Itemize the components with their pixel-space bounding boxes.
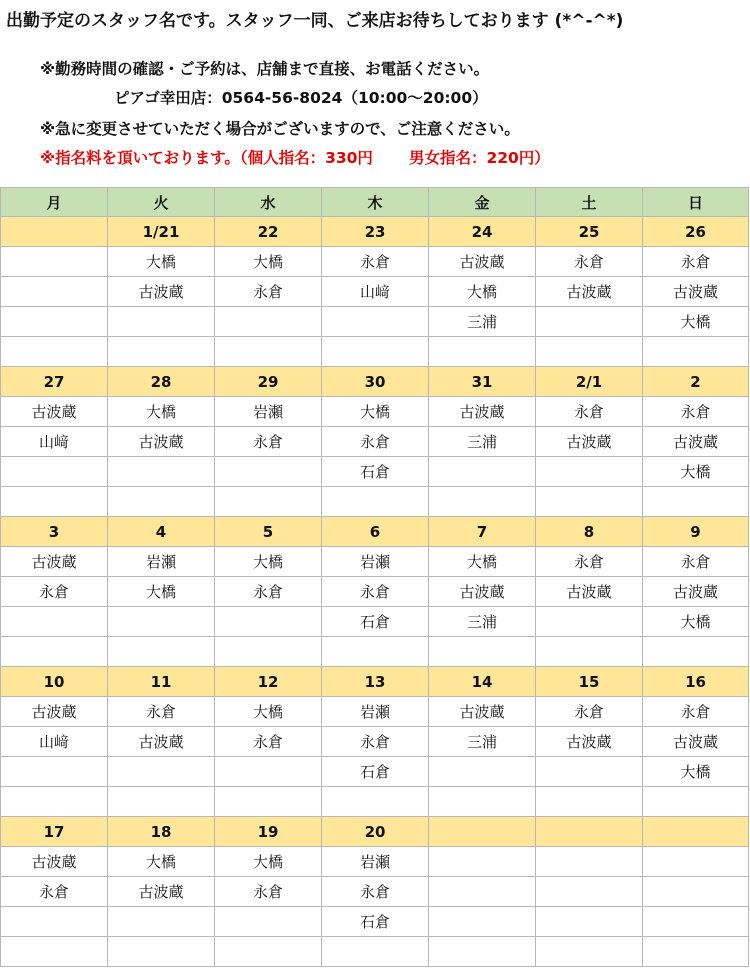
staff-cell: [536, 457, 643, 487]
staff-cell: [643, 847, 749, 877]
staff-cell: [215, 787, 322, 817]
staff-cell: [1, 787, 108, 817]
date-cell: 19: [215, 817, 322, 847]
staff-cell: [215, 907, 322, 937]
staff-cell: [215, 637, 322, 667]
staff-row: [1, 457, 749, 487]
date-cell: 23: [322, 217, 429, 247]
staff-cell: 大橋: [643, 307, 749, 337]
staff-cell: [108, 757, 215, 787]
staff-cell: 古波蔵: [108, 877, 215, 907]
staff-cell: [1, 937, 108, 967]
staff-cell: [536, 637, 643, 667]
page-title: 出勤予定のスタッフ名です。スタッフ一同、ご来店お待ちしております (*^-^*): [6, 11, 624, 31]
staff-cell: [1, 457, 108, 487]
weekday-cell: 金: [429, 188, 536, 217]
date-cell: 25: [536, 217, 643, 247]
staff-cell: 大橋: [643, 457, 749, 487]
staff-row: [1, 577, 749, 607]
staff-cell: [536, 307, 643, 337]
staff-cell: [215, 487, 322, 517]
date-cell: 14: [429, 667, 536, 697]
nomination-fee-note: [40, 146, 550, 168]
weekday-cell: 月: [1, 188, 108, 217]
staff-cell: 大橋: [429, 547, 536, 577]
date-cell: 28: [108, 367, 215, 397]
staff-cell: [429, 757, 536, 787]
staff-cell: 三浦: [429, 307, 536, 337]
date-cell: [429, 817, 536, 847]
staff-cell: 永倉: [536, 697, 643, 727]
staff-cell: 岩瀬: [322, 847, 429, 877]
staff-cell: [108, 787, 215, 817]
date-cell: 13: [322, 667, 429, 697]
date-cell: 17: [1, 817, 108, 847]
staff-row: [1, 637, 749, 667]
staff-cell: 永倉: [108, 697, 215, 727]
staff-cell: 大橋: [108, 247, 215, 277]
staff-cell: 岩瀬: [322, 697, 429, 727]
staff-cell: 岩瀬: [322, 547, 429, 577]
staff-row: [1, 907, 749, 937]
staff-cell: 永倉: [322, 577, 429, 607]
staff-row: [1, 727, 749, 757]
staff-row: [1, 337, 749, 367]
staff-cell: 古波蔵: [536, 727, 643, 757]
date-cell: 2/1: [536, 367, 643, 397]
store-phone: ピアゴ幸田店：0564-56-8024（10:00〜20:00）: [114, 89, 488, 107]
staff-cell: [322, 937, 429, 967]
staff-cell: [108, 607, 215, 637]
staff-row: [1, 547, 749, 577]
staff-cell: [429, 637, 536, 667]
schedule-header: [0, 0, 750, 187]
staff-cell: 古波蔵: [429, 247, 536, 277]
date-cell: 30: [322, 367, 429, 397]
staff-cell: 古波蔵: [429, 397, 536, 427]
staff-cell: [108, 337, 215, 367]
date-cell: 6: [322, 517, 429, 547]
fee-pair: 男女指名：220円）: [408, 149, 550, 167]
weekday-cell: 水: [215, 188, 322, 217]
staff-cell: [215, 337, 322, 367]
staff-cell: 山﨑: [1, 727, 108, 757]
staff-cell: 古波蔵: [1, 847, 108, 877]
date-cell: [536, 817, 643, 847]
date-cell: 5: [215, 517, 322, 547]
staff-cell: [322, 637, 429, 667]
staff-cell: 古波蔵: [643, 577, 749, 607]
staff-row: [1, 757, 749, 787]
staff-row: [1, 307, 749, 337]
weekday-cell: 木: [322, 188, 429, 217]
staff-cell: 古波蔵: [536, 277, 643, 307]
staff-cell: [536, 877, 643, 907]
staff-cell: [108, 307, 215, 337]
staff-row: [1, 487, 749, 517]
staff-cell: [643, 637, 749, 667]
date-cell: 8: [536, 517, 643, 547]
date-cell: 11: [108, 667, 215, 697]
staff-cell: [643, 787, 749, 817]
staff-row: [1, 397, 749, 427]
staff-cell: 石倉: [322, 907, 429, 937]
date-cell: 27: [1, 367, 108, 397]
staff-row: [1, 247, 749, 277]
date-row: [1, 367, 749, 397]
staff-cell: 岩瀬: [108, 547, 215, 577]
date-cell: 15: [536, 667, 643, 697]
staff-cell: [322, 307, 429, 337]
staff-cell: [215, 307, 322, 337]
date-cell: 2: [643, 367, 749, 397]
staff-cell: [429, 937, 536, 967]
staff-cell: [108, 907, 215, 937]
staff-cell: 古波蔵: [643, 277, 749, 307]
staff-cell: [429, 337, 536, 367]
staff-cell: 大橋: [108, 397, 215, 427]
staff-cell: [215, 607, 322, 637]
staff-cell: [322, 487, 429, 517]
staff-cell: 永倉: [322, 427, 429, 457]
date-cell: 9: [643, 517, 749, 547]
staff-cell: [536, 757, 643, 787]
staff-cell: [108, 457, 215, 487]
date-cell: 18: [108, 817, 215, 847]
staff-cell: [429, 487, 536, 517]
staff-cell: [429, 907, 536, 937]
staff-cell: 古波蔵: [536, 427, 643, 457]
date-cell: 24: [429, 217, 536, 247]
staff-cell: 永倉: [215, 277, 322, 307]
date-cell: 1/21: [108, 217, 215, 247]
staff-cell: 永倉: [536, 247, 643, 277]
weekday-cell: 土: [536, 188, 643, 217]
staff-cell: 古波蔵: [429, 697, 536, 727]
staff-row: [1, 607, 749, 637]
staff-cell: [108, 937, 215, 967]
staff-cell: [536, 787, 643, 817]
staff-cell: 大橋: [108, 847, 215, 877]
staff-schedule-table: [0, 187, 749, 967]
staff-cell: 永倉: [536, 397, 643, 427]
staff-cell: 大橋: [215, 547, 322, 577]
change-note: ※急に変更させていただく場合がございますので、ご注意ください。: [40, 120, 520, 138]
date-cell: 31: [429, 367, 536, 397]
staff-cell: 古波蔵: [536, 577, 643, 607]
weekday-cell: 日: [643, 188, 749, 217]
staff-cell: 三浦: [429, 727, 536, 757]
staff-cell: 永倉: [643, 697, 749, 727]
date-row: [1, 517, 749, 547]
staff-cell: [536, 847, 643, 877]
staff-row: [1, 847, 749, 877]
staff-cell: [1, 607, 108, 637]
date-cell: 20: [322, 817, 429, 847]
date-row: [1, 667, 749, 697]
date-cell: 29: [215, 367, 322, 397]
staff-cell: 大橋: [322, 397, 429, 427]
staff-cell: 古波蔵: [108, 277, 215, 307]
staff-row: [1, 787, 749, 817]
staff-cell: 大橋: [215, 697, 322, 727]
staff-cell: 永倉: [1, 877, 108, 907]
staff-cell: 永倉: [536, 547, 643, 577]
staff-cell: [215, 937, 322, 967]
staff-cell: 永倉: [643, 397, 749, 427]
staff-cell: [1, 307, 108, 337]
booking-note: ※勤務時間の確認・ご予約は、店舗まで直接、お電話ください。: [40, 60, 490, 78]
date-row: [1, 817, 749, 847]
date-cell: 12: [215, 667, 322, 697]
staff-cell: [643, 487, 749, 517]
staff-cell: [108, 487, 215, 517]
staff-cell: [429, 457, 536, 487]
staff-cell: 大橋: [215, 247, 322, 277]
staff-cell: [1, 637, 108, 667]
date-cell: 26: [643, 217, 749, 247]
staff-cell: [536, 937, 643, 967]
staff-cell: [643, 337, 749, 367]
staff-row: [1, 877, 749, 907]
staff-cell: 永倉: [322, 247, 429, 277]
staff-cell: [536, 487, 643, 517]
staff-row: [1, 937, 749, 967]
staff-cell: 大橋: [643, 607, 749, 637]
staff-cell: 山﨑: [1, 427, 108, 457]
staff-cell: [1, 907, 108, 937]
staff-cell: [429, 877, 536, 907]
staff-cell: [643, 877, 749, 907]
staff-cell: [1, 757, 108, 787]
staff-cell: [429, 787, 536, 817]
staff-cell: 三浦: [429, 607, 536, 637]
staff-cell: 石倉: [322, 457, 429, 487]
date-cell: 7: [429, 517, 536, 547]
staff-row: [1, 697, 749, 727]
staff-cell: 古波蔵: [108, 427, 215, 457]
staff-cell: 永倉: [322, 877, 429, 907]
staff-cell: [322, 787, 429, 817]
staff-cell: 永倉: [215, 727, 322, 757]
staff-cell: 大橋: [215, 847, 322, 877]
staff-cell: [1, 487, 108, 517]
date-cell: [643, 817, 749, 847]
date-cell: 4: [108, 517, 215, 547]
staff-cell: 岩瀬: [215, 397, 322, 427]
staff-cell: [536, 337, 643, 367]
staff-cell: [643, 907, 749, 937]
weekday-header-row: [1, 188, 749, 217]
staff-cell: [215, 457, 322, 487]
staff-cell: [536, 907, 643, 937]
staff-cell: 永倉: [215, 427, 322, 457]
date-cell: 22: [215, 217, 322, 247]
staff-cell: 古波蔵: [1, 547, 108, 577]
staff-cell: [215, 757, 322, 787]
date-cell: [1, 217, 108, 247]
staff-cell: 石倉: [322, 607, 429, 637]
staff-cell: 永倉: [643, 547, 749, 577]
date-cell: 16: [643, 667, 749, 697]
staff-cell: 大橋: [429, 277, 536, 307]
staff-cell: 古波蔵: [643, 427, 749, 457]
staff-cell: 古波蔵: [108, 727, 215, 757]
staff-cell: [1, 247, 108, 277]
staff-cell: [643, 937, 749, 967]
staff-cell: 古波蔵: [1, 697, 108, 727]
staff-cell: [429, 847, 536, 877]
staff-cell: 古波蔵: [1, 397, 108, 427]
date-cell: 10: [1, 667, 108, 697]
staff-cell: 石倉: [322, 757, 429, 787]
staff-cell: 古波蔵: [643, 727, 749, 757]
date-row: [1, 217, 749, 247]
staff-cell: [536, 607, 643, 637]
date-cell: 3: [1, 517, 108, 547]
staff-cell: 大橋: [108, 577, 215, 607]
staff-cell: [322, 337, 429, 367]
staff-cell: 永倉: [215, 577, 322, 607]
staff-cell: 山﨑: [322, 277, 429, 307]
staff-cell: 大橋: [643, 757, 749, 787]
weekday-cell: 火: [108, 188, 215, 217]
staff-cell: [108, 637, 215, 667]
staff-cell: 永倉: [322, 727, 429, 757]
staff-cell: [1, 337, 108, 367]
staff-cell: 永倉: [1, 577, 108, 607]
staff-cell: 永倉: [643, 247, 749, 277]
staff-cell: 古波蔵: [429, 577, 536, 607]
staff-cell: [1, 277, 108, 307]
staff-cell: 永倉: [215, 877, 322, 907]
staff-row: [1, 277, 749, 307]
staff-cell: 三浦: [429, 427, 536, 457]
staff-row: [1, 427, 749, 457]
fee-individual: ※指名料を頂いております。（個人指名：330円: [40, 149, 373, 167]
